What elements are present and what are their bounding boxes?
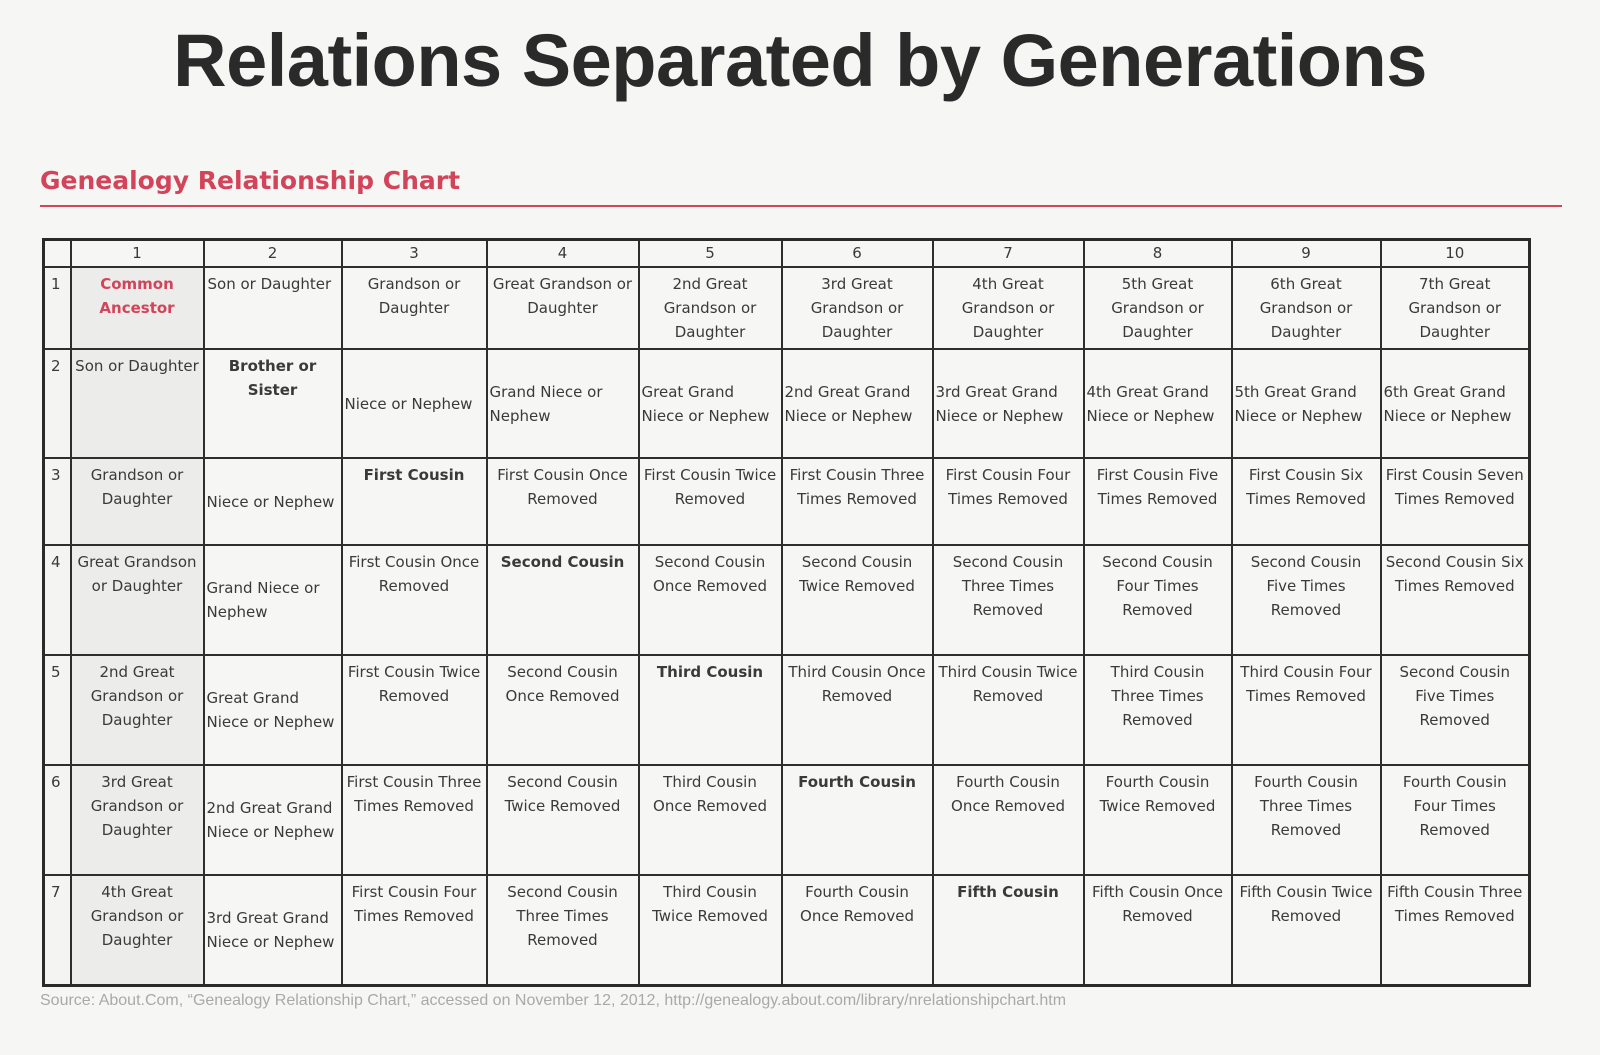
header-row [44, 240, 1530, 268]
column-header: 4 [487, 240, 639, 268]
table-cell: 7th Great Grandson or Daughter [1381, 267, 1530, 349]
table-cell: Son or Daughter [71, 349, 204, 458]
column-header: 7 [933, 240, 1084, 268]
table-cell: Great Grandson or Daughter [71, 545, 204, 655]
table-cell: Second Cousin Twice Removed [782, 545, 933, 655]
row-number: 5 [44, 655, 71, 765]
page-title: Relations Separated by Generations [173, 19, 1427, 102]
table-cell: 3rd Great Grand Niece or Nephew [204, 875, 342, 985]
table-cell: Grand Niece or Nephew [204, 545, 342, 655]
table-cell: Third Cousin Once Removed [639, 765, 782, 875]
table-cell: Fourth Cousin [782, 765, 933, 875]
source-text: Source: About.Com, “Genealogy Relationship Chart,” accessed on November 12, 2012, [40, 992, 665, 1009]
column-header: 10 [1381, 240, 1530, 268]
table-cell: First Cousin Once Removed [487, 458, 639, 545]
table-cell: 6th Great Grandson or Daughter [1232, 267, 1381, 349]
table-cell: 2nd Great Grand Niece or Nephew [204, 765, 342, 875]
table-cell: Fourth Cousin Once Removed [782, 875, 933, 985]
table-cell: Brother or Sister [204, 349, 342, 458]
table-cell: Son or Daughter [204, 267, 342, 349]
table-cell: Second Cousin Three Times Removed [933, 545, 1084, 655]
table-cell: Second Cousin Twice Removed [487, 765, 639, 875]
column-header: 9 [1232, 240, 1381, 268]
table-cell: First Cousin Four Times Removed [342, 875, 487, 985]
table-cell: First Cousin [342, 458, 487, 545]
table-cell: Second Cousin Four Times Removed [1084, 545, 1232, 655]
row-number: 1 [44, 267, 71, 349]
table-cell: Second Cousin Five Times Removed [1381, 655, 1530, 765]
table-row [44, 267, 1530, 349]
table-cell: Second Cousin Once Removed [639, 545, 782, 655]
table-cell: 5th Great Grand Niece or Nephew [1232, 349, 1381, 458]
table-cell: Second Cousin Six Times Removed [1381, 545, 1530, 655]
subtitle-divider [40, 205, 1562, 207]
table-cell: First Cousin Four Times Removed [933, 458, 1084, 545]
column-header: 2 [204, 240, 342, 268]
column-header: 3 [342, 240, 487, 268]
table-cell: Fifth Cousin Once Removed [1084, 875, 1232, 985]
table-cell: Grandson or Daughter [71, 458, 204, 545]
table-cell: 6th Great Grand Niece or Nephew [1381, 349, 1530, 458]
table-cell: Third Cousin Once Removed [782, 655, 933, 765]
chart-subtitle: Genealogy Relationship Chart [40, 166, 461, 195]
source-citation [40, 992, 1066, 1010]
row-number: 4 [44, 545, 71, 655]
table-cell: 3rd Great Grand Niece or Nephew [933, 349, 1084, 458]
table-cell: Niece or Nephew [204, 458, 342, 545]
table-cell: First Cousin Seven Times Removed [1381, 458, 1530, 545]
table-cell: Grandson or Daughter [342, 267, 487, 349]
table-cell: Second Cousin Five Times Removed [1232, 545, 1381, 655]
table-cell: Great Grandson or Daughter [487, 267, 639, 349]
table-cell: Third Cousin Four Times Removed [1232, 655, 1381, 765]
table-cell: Fourth Cousin Four Times Removed [1381, 765, 1530, 875]
source-link[interactable]: http://genealogy.about.com/library/nrelationshipchart.htm [664, 992, 1067, 1009]
table-cell: 4th Great Grandson or Daughter [933, 267, 1084, 349]
table-row [44, 875, 1530, 985]
table-row [44, 349, 1530, 458]
row-number: 3 [44, 458, 71, 545]
table-cell: Fourth Cousin Once Removed [933, 765, 1084, 875]
table-cell: Grand Niece or Nephew [487, 349, 639, 458]
table-cell: 2nd Great Grandson or Daughter [71, 655, 204, 765]
table-cell: Third Cousin Three Times Removed [1084, 655, 1232, 765]
table-cell: First Cousin Twice Removed [342, 655, 487, 765]
table-cell: First Cousin Three Times Removed [782, 458, 933, 545]
table-cell: Fifth Cousin [933, 875, 1084, 985]
table-cell: Fourth Cousin Twice Removed [1084, 765, 1232, 875]
table-cell: Second Cousin Once Removed [487, 655, 639, 765]
table-cell: 5th Great Grandson or Daughter [1084, 267, 1232, 349]
table-row [44, 545, 1530, 655]
table-cell: Great Grand Niece or Nephew [204, 655, 342, 765]
table-cell: First Cousin Six Times Removed [1232, 458, 1381, 545]
row-number: 6 [44, 765, 71, 875]
table-cell: Great Grand Niece or Nephew [639, 349, 782, 458]
table-cell: First Cousin Five Times Removed [1084, 458, 1232, 545]
table-cell: 4th Great Grand Niece or Nephew [1084, 349, 1232, 458]
table-cell: 4th Great Grandson or Daughter [71, 875, 204, 985]
table-row [44, 655, 1530, 765]
table-row [44, 458, 1530, 545]
table-cell: 3rd Great Grandson or Daughter [782, 267, 933, 349]
table-cell: Second Cousin [487, 545, 639, 655]
table-cell: Fifth Cousin Three Times Removed [1381, 875, 1530, 985]
table-cell: Fifth Cousin Twice Removed [1232, 875, 1381, 985]
table-row [44, 765, 1530, 875]
relationship-table [42, 238, 1531, 987]
corner-cell [44, 240, 71, 268]
table-cell: Third Cousin Twice Removed [639, 875, 782, 985]
table-cell: Fourth Cousin Three Times Removed [1232, 765, 1381, 875]
table-cell: First Cousin Three Times Removed [342, 765, 487, 875]
column-header: 5 [639, 240, 782, 268]
table-cell: 2nd Great Grand Niece or Nephew [782, 349, 933, 458]
table-cell: Niece or Nephew [342, 349, 487, 458]
table-cell: 3rd Great Grandson or Daughter [71, 765, 204, 875]
table-cell: Third Cousin Twice Removed [933, 655, 1084, 765]
table-cell: Second Cousin Three Times Removed [487, 875, 639, 985]
table-cell: 2nd Great Grandson or Daughter [639, 267, 782, 349]
table-cell: Common Ancestor [71, 267, 204, 349]
column-header: 6 [782, 240, 933, 268]
row-number: 7 [44, 875, 71, 985]
column-header: 8 [1084, 240, 1232, 268]
table-cell: First Cousin Twice Removed [639, 458, 782, 545]
row-number: 2 [44, 349, 71, 458]
column-header: 1 [71, 240, 204, 268]
table-cell: Third Cousin [639, 655, 782, 765]
table-cell: First Cousin Once Removed [342, 545, 487, 655]
